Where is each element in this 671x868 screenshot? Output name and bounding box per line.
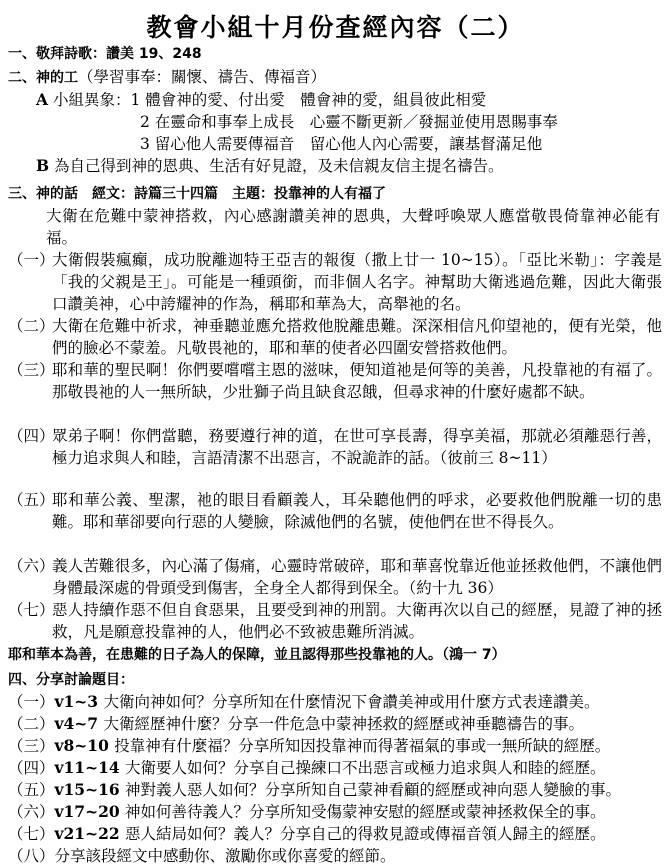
section-2-sub: （學習事奉：關懷、禱告、傳福音） xyxy=(78,68,327,86)
point-2-text: 大衛在危難中祈求，神垂聽並應允搭救他脫離患難。深深相信凡仰望祂的，便有光榮，他們的臉必不蒙羞。凡敬畏祂的，耶和華的使者必四圍安營搭救他們。 xyxy=(52,317,662,357)
section-2-heading xyxy=(8,67,326,88)
discussion-question-4: （四）v11~14 大衛要人如何？分享自己操練口不出惡言或極力追求與人和睦的經歷。 xyxy=(8,758,606,777)
section-3-heading: 三、神的話 經文：詩篇三十四篇 主題：投靠神的人有福了 xyxy=(8,186,386,202)
point-3-text: 耶和華的聖民啊！你們要嚐嚐主恩的滋味，便知道祂是何等的美善，凡投靠祂的有福了。那敬畏祂的人一無所缺，少壯獅子尚且缺食忍餓，但尋求神的什麼好處都不缺。 xyxy=(52,361,662,401)
point-6-number: （六） xyxy=(8,557,55,575)
section-3-intro: 大衛在危難中蒙神搭救，內心感謝讚美神的恩典，大聲呼喚眾人應當敬畏倚靠神必能有福。 xyxy=(46,207,660,247)
page-title: 教會小組十月份查經內容（二） xyxy=(146,13,525,42)
point-3-number: （三） xyxy=(8,361,55,379)
point-5-text: 耶和華公義、聖潔，祂的眼目看顧義人，耳朵聽他們的呼求，必要救他們脫離一切的患難。耶和華卻要向行惡的人變臉，除滅他們的名號，使他們在世不得長久。 xyxy=(52,491,662,531)
discussion-question-5: （五）v15~16 神對義人惡人如何？分享所知自己蒙神看顧的經歷或神向惡人變臉的事。 xyxy=(8,780,622,799)
key-verse: 耶和華本為善，在患難的日子為人的保障，並且認得那些投靠祂的人。（鴻一 7） xyxy=(8,647,506,663)
discussion-question-8: （八）分享該段經文中感動你、激勵你或你喜愛的經節。 xyxy=(8,847,396,865)
discussion-question-7: （七）v21~22 惡人結局如何？義人？分享自己的得救見證或傳福音領人歸主的經歷。 xyxy=(8,824,606,843)
discussion-question-3: （三）v8~10 投靠神有什麼福？分享所知因投靠神而得著福氣的事或一無所缺的經歷。 xyxy=(8,736,611,755)
section-2-label: 二、神的工 xyxy=(8,70,78,86)
discussion-question-2: （二）v4~7 大衛經歷神什麼？分享一件危急中蒙神拯救的經歷或神垂聽禱告的事。 xyxy=(8,714,584,733)
section-1-text: 讚美 19、248 xyxy=(106,46,202,62)
discussion-question-1: （一）v1~3 大衛向神如何？分享所知在什麼情況下會讚美神或用什麼方式表達讚美。 xyxy=(8,692,600,711)
point-7-number: （七） xyxy=(8,601,55,619)
point-1-number: （一） xyxy=(8,251,55,269)
point-6-text: 義人苦難很多，內心滿了傷痛，心靈時常破碎，耶和華喜悅靠近他並拯救他們，不讓他們身體最深處的骨頭受到傷害，全身全人都得到保全。（約十九 36） xyxy=(52,557,662,597)
point-5-number: （五） xyxy=(8,491,55,509)
section-2-a-line-1: A 小組異象：1 體會神的愛、付出愛 體會神的愛，組員彼此相愛 xyxy=(36,90,487,109)
section-2-a-line-2: 2 在靈命和事奉上成長 心靈不斷更新／發掘並使用恩賜事奉 xyxy=(140,113,558,131)
section-2-b-line: B 為自己得到神的恩典、生活有好見證，及未信親友信主提名禱告。 xyxy=(36,156,504,175)
section-2-a-line-3: 3 留心他人需要傳福音 留心他人內心需要，讓基督滿足他 xyxy=(140,135,543,153)
section-1-heading xyxy=(8,44,202,64)
point-2-number: （二） xyxy=(8,317,55,335)
discussion-question-6: （六）v17~20 神如何善待義人？分享所知受傷蒙神安慰的經歷或蒙神拯救保全的事。 xyxy=(8,802,606,821)
section-4-heading: 四、分享討論題目： xyxy=(8,672,134,688)
point-7-text: 惡人持續作惡不但自食惡果，且要受到神的刑罰。大衛再次以自己的經歷，見證了神的拯救，凡是願意投靠神的人，他們必不致被患難所消滅。 xyxy=(52,601,662,641)
point-1-text: 大衛假裝瘋癲，成功脫離迦特王亞吉的報復（撒上廿一 10~15）。「亞比米勒」：字義是「我的父親是王」。可能是一種頭銜，而非個人名字。神幫助大衛逃過危難，因此大衛張口讚美神，心中誇耀神的作為，稱耶和華為大，高舉祂的名。 xyxy=(52,251,662,313)
point-4-number: （四） xyxy=(8,427,55,445)
section-1-label: 一、敬拜詩歌： xyxy=(8,46,106,62)
point-4-text: 眾弟子啊！你們當聽，務要遵行神的道，在世可享長壽，得享美福，那就必須離惡行善，極力追求與人和睦，言語清潔不出惡言，不說詭詐的話。（彼前三 8~11） xyxy=(52,427,662,467)
